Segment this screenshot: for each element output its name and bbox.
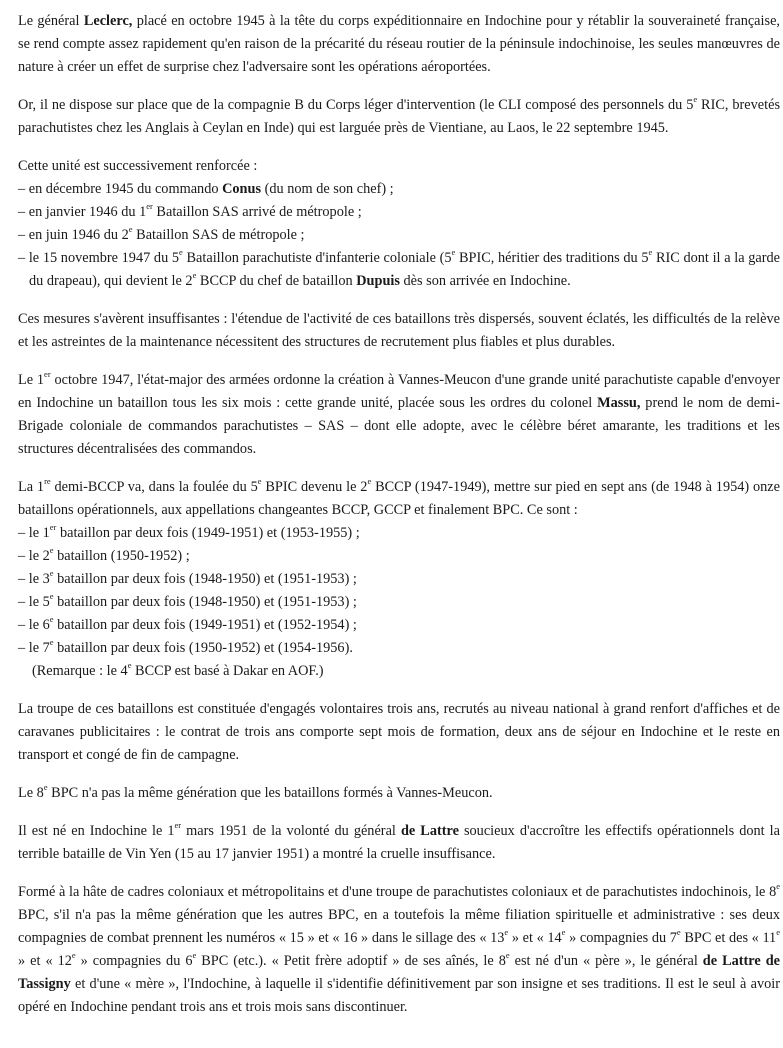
reinforcement-list [18,155,780,293]
text: placé en octobre 1945 à la tête du corps expéditionnaire en Indochine pour y rétablir la souveraineté française, se rend compte assez rapidement qu'en raison de la précarité du réseau routier de la péninsule indochinoise, les seules manœuvres de nature à créer un effet de surprise chez l'adversaire sont les opérations aéroportées. [18,13,780,75]
remark [32,660,780,683]
list-item [18,637,780,660]
ordinal: e [451,247,456,257]
text: » et « 14 [508,930,562,946]
ordinal: e [192,270,197,280]
text: – le 3 [18,571,50,587]
list-item [18,591,780,614]
paragraph-4: Ces mesures s'avèrent insuffisantes : l'étendue de l'activité de ces bataillons très dispersés, souvent éclatés, les difficultés de la relève et les astreintes de la maintenance nécessitent des structures de recrutement plus fiables et plus durables. [18,311,780,350]
text: octobre 1947, l'état-major des armées ordonne la création à Vannes-Meucon d'une grande unité parachutiste capable d'envoyer en Indochine un bataillon tous les six mois : cette grande unité, placée sous les ordres du colonel [18,372,780,411]
name-de-lattre: de Lattre [400,823,459,839]
list-item [18,178,780,201]
text: bataillon par deux fois (1948-1950) et (1951-1953) ; [53,571,357,587]
ordinal: er [174,820,182,830]
list-item [18,522,780,545]
text: Le 8 [18,785,44,801]
text: Le général [18,13,84,29]
list-item [18,201,780,224]
text: est né d'un « père », le général [509,953,703,969]
list-item [18,247,780,293]
ordinal: e [648,247,653,257]
paragraph-10 [18,881,780,1019]
text: BCCP du chef de bataillon [196,273,357,289]
text: BPIC, héritier des traditions du 5 [455,250,649,266]
ordinal: e [561,927,566,937]
text: (du nom de son chef) ; [261,181,394,197]
ordinal: e [128,224,133,234]
text: » et « 12 [18,953,72,969]
text: – le 6 [18,617,50,633]
text: » compagnies du 7 [565,930,677,946]
text: bataillon par deux fois (1948-1950) et (1951-1953) ; [53,594,357,610]
ordinal: e [71,950,76,960]
text: Or, il ne dispose sur place que de la compagnie B du Corps léger d'intervention (le CLI composé des personnels du 5 [18,97,694,113]
paragraph-1 [18,10,780,79]
ordinal: e [676,927,681,937]
name-de-lattre-de-tassigny: de Lattre de Tassigny [18,953,780,992]
ordinal: er [44,369,51,379]
ordinal: e [49,591,54,601]
name-dupuis: Dupuis [356,273,400,289]
text: BPC, s'il n'a pas la même génération que les autres BPC, en a toutefois la même filiation spirituelle et administrative : ses deux compagnies de combat prennent les numéros « 15 » et « 16 » dans le sillage des « 13 [18,907,780,946]
text: prend le nom de demi-Brigade coloniale de commandos parachutistes – SAS – dont elle adopte, avec le célèbre béret amarante, les traditions et les structures décentralisées des commandos. [18,395,780,457]
ordinal: e [127,660,132,670]
text: – le 7 [18,640,50,656]
text: (Remarque : le 4 [32,663,128,679]
ordinal: e [776,881,780,891]
list-item [18,568,780,591]
text: Le 1 [18,372,45,388]
text: Il est né en Indochine le 1 [18,823,175,839]
ordinal: e [367,476,372,486]
text: bataillon par deux fois (1949-1951) et (1952-1954) ; [53,617,357,633]
text: » compagnies du 6 [75,953,193,969]
text: – le 5 [18,594,50,610]
text: Bataillon parachutiste d'infanterie coloniale (5 [182,250,452,266]
text: – en juin 1946 du 2 [18,227,129,243]
ordinal: re [44,476,51,486]
ordinal: e [192,950,197,960]
text: demi-BCCP va, dans la foulée du 5 [50,479,258,495]
text: – en janvier 1946 du 1 [18,204,147,220]
text: Bataillon SAS arrivé de métropole ; [152,204,362,220]
list-item [18,224,780,247]
text: – en décembre 1945 du commando [18,181,223,197]
text: RIC, brevetés parachutistes chez les Anglais à Ceylan en Inde) qui est larguée près de Vientiane, au Laos, le 22 septembre 1945. [18,97,781,136]
text: Formé à la hâte de cadres coloniaux et métropolitains et d'une troupe de parachutistes coloniaux et de parachutistes indochinois, le 8 [18,884,777,900]
list-item [18,614,780,637]
text: BPC n'a pas la même génération que les bataillons formés à Vannes-Meucon. [47,785,493,801]
paragraph-6 [18,476,780,522]
text: La 1 [18,479,45,495]
ordinal: e [49,568,54,578]
paragraph-5 [18,369,780,461]
name-massu: Massu, [597,395,641,411]
text: soucieux d'accroître les effectifs opérationnels dont la terrible bataille de Vin Yen (15 au 17 janvier 1951) a montré la cruelle insuffisance. [18,823,780,862]
text: bataillon par deux fois (1950-1952) et (1954-1956). [53,640,353,656]
text: RIC dont il a la garde du drapeau), qui devient le 2 [29,250,780,289]
ordinal: e [49,545,54,555]
text: Bataillon SAS de métropole ; [132,227,305,243]
name-conus: Conus [222,181,262,197]
ordinal: e [693,94,698,104]
text: et d'une « mère », l'Indochine, à laquelle il s'identifie définitivement par son insigne et ses traditions. Il est le seul à avoir opéré en Indochine pendant trois ans et trois mois sans discontinuer. [18,976,780,1015]
list-item [18,545,780,568]
text: BPC (etc.). « Petit frère adoptif » de ses aînés, le 8 [196,953,506,969]
text: BPIC devenu le 2 [261,479,368,495]
paragraph-7: La troupe de ces bataillons est constituée d'engagés volontaires trois ans, recrutés au niveau national à grand renfort d'affiches et de caravanes publicitaires : le contrat de trois ans comporte sept mois de formation, deux ans de séjour en Indochine et le reste en transport et congé de fin de campagne. [18,701,780,763]
ordinal: e [49,637,54,647]
list-intro: Cette unité est successivement renforcée : [18,158,258,174]
text: – le 1 [18,525,50,541]
ordinal: er [49,522,57,532]
text: – le 2 [18,548,50,564]
battalion-list [18,522,780,683]
text: BCCP (1947-1949), mettre sur pied en sept ans (de 1948 à 1954) onze bataillons opérationnels, aux appellations changeantes BCCP, GCCP et finalement BPC. Ce sont : [18,479,780,518]
document-page [18,10,780,1034]
ordinal: e [257,476,262,486]
text: bataillon par deux fois (1949-1951) et (1953-1955) ; [56,525,360,541]
ordinal: e [504,927,509,937]
text: BCCP est basé à Dakar en AOF.) [131,663,324,679]
paragraph-9 [18,820,780,866]
paragraph-2 [18,94,780,140]
text: – le 15 novembre 1947 du 5 [18,250,180,266]
text: bataillon (1950-1952) ; [53,548,190,564]
ordinal: e [776,927,780,937]
ordinal: e [49,614,54,624]
ordinal: er [146,201,153,211]
name-leclerc: Leclerc, [83,13,133,29]
ordinal: e [505,950,510,960]
text: dès son arrivée en Indochine. [399,273,571,289]
text: mars 1951 de la volonté du général [181,823,401,839]
text: BPC et des « 11 [680,930,777,946]
paragraph-8 [18,782,780,805]
ordinal: e [179,247,183,257]
ordinal: e [43,782,48,792]
